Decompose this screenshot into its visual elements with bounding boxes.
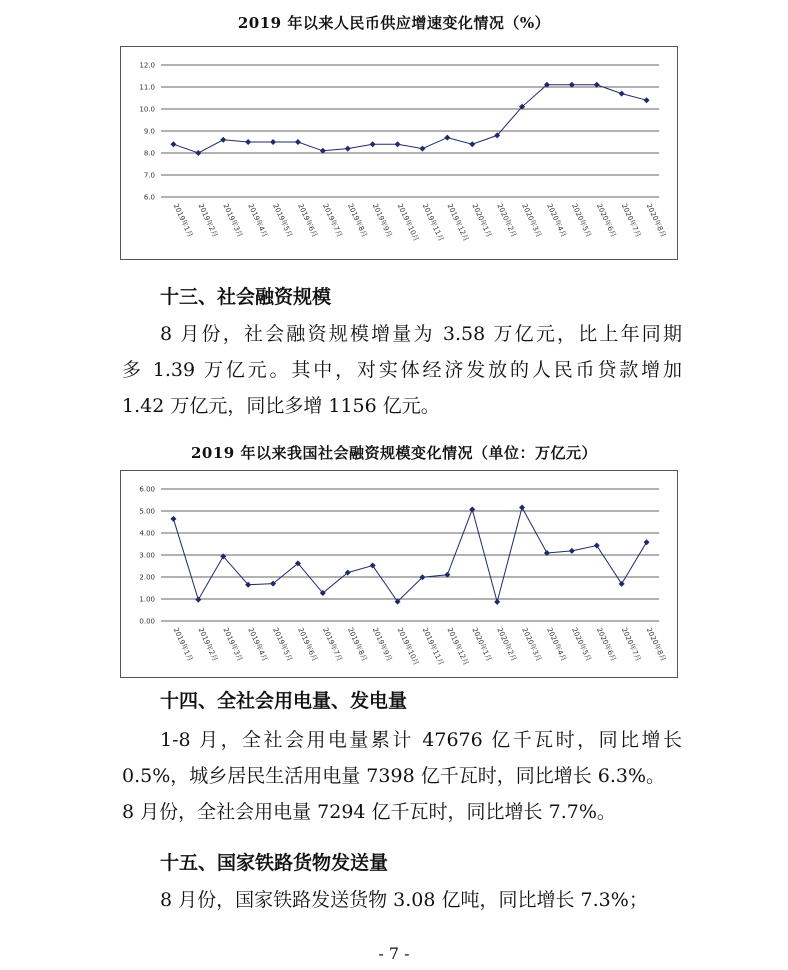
c1-x-tick-label: 2020年7月 [619,202,643,239]
c2-y-tick-label: 4.00 [139,529,155,538]
c1-x-tick-label: 2019年12月 [445,202,471,243]
s14-line-2: 0.5%，城乡居民生活用电量 7398 亿千瓦时，同比增长 6.3%。 [122,765,666,787]
c1-y-tick-label: 9.0 [143,127,155,136]
c2-data-point [170,516,176,522]
c1-data-point [270,139,276,145]
section-15-heading: 十五、国家铁路货物发送量 [160,852,389,874]
c2-y-tick-label: 2.00 [139,573,155,582]
c1-x-tick-label: 2020年6月 [594,202,618,239]
c2-x-tick-label: 2020年5月 [570,626,593,663]
c1-x-tick-label: 2020年5月 [570,202,593,239]
c1-data-point [245,139,251,145]
s13-line-2: 多 1.39 万亿元。其中，对实体经济发放的人民币贷款增加 [122,359,682,381]
c2-x-tick-label: 2019年6月 [296,626,319,663]
c1-x-tick-label: 2019年8月 [345,202,369,239]
c2-x-tick-label: 2019年1月 [171,626,195,663]
c2-x-tick-label: 2019年12月 [445,626,471,667]
chart1-plot [121,47,677,259]
c2-x-tick-label: 2020年3月 [520,626,543,663]
c2-data-point [494,599,500,605]
c2-x-tick-label: 2019年4月 [246,626,269,663]
c2-x-tick-label: 2020年6月 [594,626,618,663]
c2-x-tick-label: 2019年8月 [345,626,369,663]
c2-x-tick-label: 2020年1月 [470,626,494,663]
chart2-plot [121,471,677,677]
c1-data-point [370,141,376,147]
c2-data-point [594,543,600,549]
c2-y-tick-label: 6.00 [139,485,155,494]
c2-y-tick-label: 0.00 [139,617,155,626]
c1-y-tick-label: 10.0 [139,105,155,114]
c1-data-point [619,91,625,97]
c2-y-tick-label: 1.00 [139,595,155,604]
c1-x-tick-label: 2019年7月 [321,202,344,239]
c1-x-tick-label: 2019年5月 [271,202,294,239]
chart2-frame [120,470,678,678]
c2-x-tick-label: 2020年7月 [619,626,643,663]
section-13-paragraph [122,316,682,424]
c1-y-tick-label: 7.0 [143,171,155,180]
c1-data-point [220,137,226,143]
c1-y-tick-label: 11.0 [139,83,155,92]
c1-x-tick-label: 2019年9月 [370,202,394,239]
chart1-frame [120,46,678,260]
c2-data-point [619,581,625,587]
c2-x-tick-label: 2020年4月 [545,626,568,663]
c2-x-tick-label: 2019年10月 [395,626,421,667]
c2-data-point [370,563,376,569]
c1-x-tick-label: 2020年1月 [470,202,494,239]
c1-x-tick-label: 2020年8月 [644,202,668,239]
c1-x-tick-label: 2019年1月 [171,202,195,239]
section-14-heading: 十四、全社会用电量、发电量 [160,690,408,712]
c1-data-point [295,139,301,145]
c2-x-tick-label: 2020年8月 [644,626,668,663]
c2-data-point [569,548,575,554]
c2-data-point [519,504,525,510]
chart1-title: 2019 年以来人民币供应增速变化情况（%） [237,14,551,32]
c1-x-tick-label: 2020年2月 [495,202,518,239]
page-number: - 7 - [378,944,410,963]
c1-data-point [395,141,401,147]
c1-x-tick-label: 2019年3月 [221,202,245,239]
c1-x-tick-label: 2019年10月 [395,202,421,243]
c1-x-tick-label: 2020年4月 [545,202,568,239]
c2-x-tick-label: 2019年3月 [221,626,245,663]
c1-x-tick-label: 2019年6月 [296,202,319,239]
c1-series-line [173,85,646,153]
c1-x-tick-label: 2020年3月 [520,202,543,239]
c2-x-tick-label: 2019年9月 [370,626,394,663]
c2-x-tick-label: 2019年2月 [196,626,220,663]
s13-line-3: 1.42 万亿元，同比多增 1156 亿元。 [122,395,440,417]
section-13-heading: 十三、社会融资规模 [160,286,332,308]
s13-line-1: 8 月份，社会融资规模增量为 3.58 万亿元，比上年同期 [160,323,682,345]
c2-x-tick-label: 2019年7月 [321,626,344,663]
chart2-title: 2019 年以来我国社会融资规模变化情况（单位：万亿元） [191,444,597,462]
c1-y-tick-label: 8.0 [143,149,155,158]
c1-x-tick-label: 2019年2月 [196,202,220,239]
c1-x-tick-label: 2019年4月 [246,202,269,239]
c2-y-tick-label: 5.00 [139,507,155,516]
c1-data-point [170,141,176,147]
c1-data-point [419,146,425,152]
c1-y-tick-label: 12.0 [139,61,155,70]
c2-y-tick-label: 3.00 [139,551,155,560]
s15-line-1: 8 月份，国家铁路发送货物 3.08 亿吨，同比增长 7.3%； [160,889,648,911]
c2-data-point [469,506,475,512]
c1-data-point [469,141,475,147]
c2-x-tick-label: 2019年11月 [420,626,446,667]
s14-line-1: 1-8 月，全社会用电量累计 47676 亿千瓦时，同比增长 [160,729,682,751]
c2-x-tick-label: 2019年5月 [271,626,294,663]
c1-data-point [345,146,351,152]
c1-data-point [444,135,450,141]
c2-data-point [195,597,201,603]
c2-data-point [644,539,650,545]
c1-data-point [644,97,650,103]
section-15-paragraph [122,882,682,918]
c1-x-tick-label: 2019年11月 [420,202,446,243]
c2-x-tick-label: 2020年2月 [495,626,518,663]
s14-line-3: 8 月份，全社会用电量 7294 亿千瓦时，同比增长 7.7%。 [122,801,616,823]
c1-y-tick-label: 6.0 [143,193,155,202]
section-14-paragraph [122,722,682,830]
c1-data-point [195,150,201,156]
